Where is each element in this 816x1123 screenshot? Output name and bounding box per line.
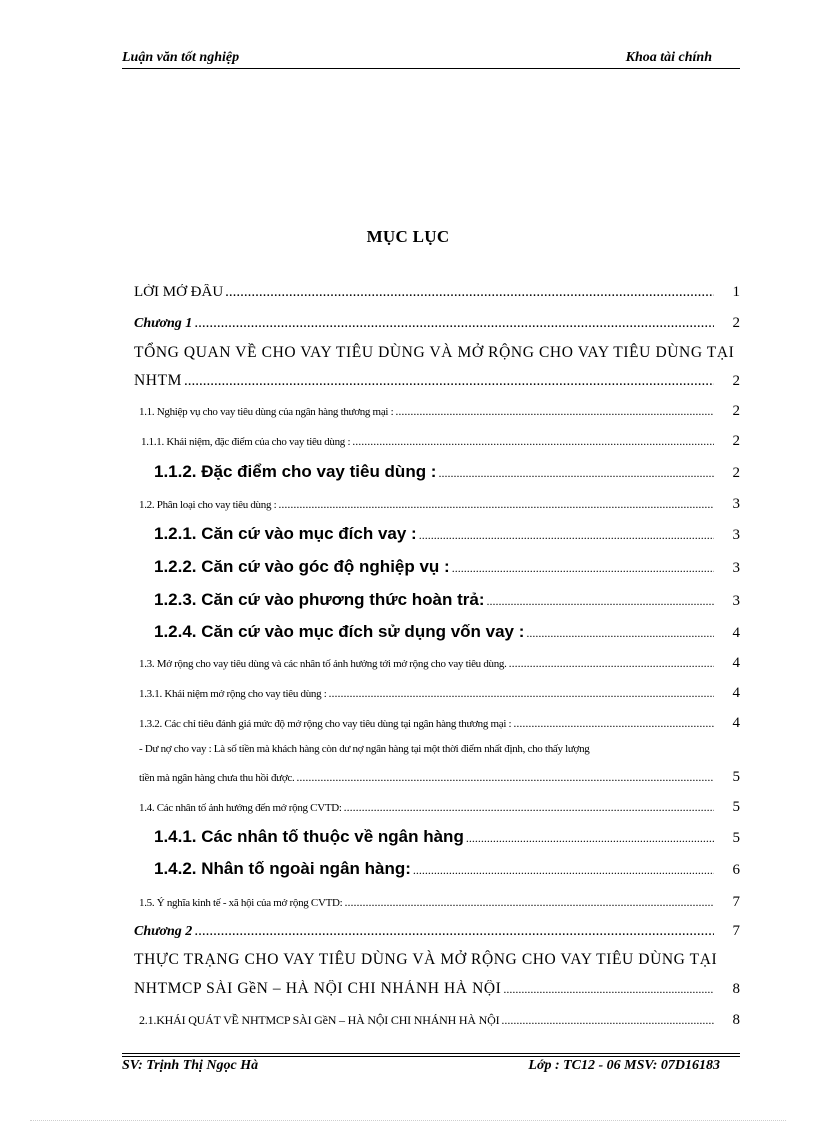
toc-leader (225, 284, 714, 301)
toc-entry-page: 4 (732, 715, 740, 731)
toc-entry-text: 1.1.2. Đặc điểm cho vay tiêu dùng : (154, 462, 437, 481)
footer-rule (122, 1053, 740, 1054)
toc-leader (344, 895, 714, 910)
toc-leader (344, 800, 714, 815)
toc-entry-text[interactable]: - Dư nợ cho vay : Là số tiền mà khách hàng còn dư nợ ngân hàng tại một thời điểm nhất định, cho thấy lượng (139, 743, 590, 755)
toc-entry-page: 2 (732, 373, 740, 389)
toc-leader (509, 656, 714, 671)
toc-leader (419, 528, 714, 543)
toc-entry-text: 1.5. Ý nghĩa kinh tế - xã hội của mở rộng CVTD: (139, 897, 343, 909)
toc-leader (413, 863, 714, 878)
toc-leader (487, 594, 714, 609)
toc-entry[interactable] (154, 622, 740, 642)
toc-entry-page: 5 (732, 830, 740, 846)
toc-entry[interactable] (134, 315, 740, 332)
toc-entry[interactable] (139, 403, 740, 420)
toc-entry[interactable] (134, 980, 740, 998)
toc-entry[interactable] (139, 894, 740, 911)
toc-entry-text: 1.2. Phân loại cho vay tiêu dùng : (139, 499, 277, 511)
toc-entry[interactable] (139, 496, 740, 513)
page-bottom-border (30, 1120, 786, 1121)
toc-leader (438, 466, 714, 481)
toc-title: MỤC LỤC (366, 227, 450, 246)
footer-rule (122, 1056, 740, 1057)
toc-leader (194, 315, 714, 332)
toc-entry-text[interactable]: TỔNG QUAN VỀ CHO VAY TIÊU DÙNG VÀ MỞ RỘNG CHO VAY TIÊU DÙNG TẠI (134, 344, 735, 361)
toc-leader (501, 1013, 714, 1028)
toc-entry-page: 5 (732, 799, 740, 815)
toc-leader (466, 831, 714, 846)
toc-entry-text: LỜI MỞ ĐẦU (134, 284, 224, 300)
toc-entry-page: 1 (732, 284, 740, 300)
header-left: Luận văn tốt nghiệp (122, 50, 240, 65)
toc-entry-page: 6 (732, 862, 740, 878)
page-header (122, 50, 740, 68)
toc-entry[interactable] (134, 284, 740, 301)
toc-entry-text: 1.1.1. Khái niệm, đặc điểm của cho vay tiêu dùng : (141, 436, 351, 448)
toc-entry-text: 1.2.2. Căn cứ vào góc độ nghiệp vụ : (154, 557, 450, 576)
header-rule (122, 68, 740, 69)
toc-entry-text: 1.3. Mở rộng cho vay tiêu dùng và các nhân tố ảnh hưởng tới mở rộng cho vay tiêu dùng. (139, 658, 507, 670)
toc-entry-text: Chương 2 (134, 924, 193, 939)
toc-entry[interactable] (154, 462, 740, 482)
toc-leader (503, 982, 714, 997)
toc-entry-text: 2.1.KHÁI QUÁT VỀ NHTMCP SÀI GềN – HÀ NỘI CHI NHÁNH HÀ NỘI (139, 1013, 500, 1027)
toc-entry-page: 7 (732, 894, 740, 910)
toc-entry-page: 2 (732, 403, 740, 419)
toc-leader (352, 434, 714, 449)
toc-entry-text: 1.2.1. Căn cứ vào mục đích vay : (154, 524, 417, 543)
toc-leader (526, 626, 714, 641)
toc-entry[interactable] (141, 433, 740, 450)
footer-left: SV: Trịnh Thị Ngọc Hà (122, 1058, 259, 1073)
toc-leader (452, 561, 714, 576)
toc-entry[interactable] (139, 715, 740, 732)
toc-entry[interactable] (154, 590, 740, 610)
toc-entry-page: 2 (732, 465, 740, 481)
toc-entry-text: 1.3.2. Các chỉ tiêu đánh giá mức độ mở rộng cho vay tiêu dùng tại ngân hàng thương mại : (139, 718, 512, 730)
header-right: Khoa tài chính (625, 50, 712, 65)
toc-entry[interactable] (154, 859, 740, 879)
toc-entry-text: 1.4.1. Các nhân tố thuộc về ngân hàng (154, 827, 464, 846)
footer-right: Lớp : TC12 - 06 MSV: 07D16183 (528, 1058, 720, 1073)
toc-entry[interactable] (154, 827, 740, 847)
toc-entry-page: 8 (732, 981, 740, 997)
toc-entry-text: 1.3.1. Khái niệm mở rộng cho vay tiêu dùng : (139, 688, 327, 700)
toc-entry-text: 1.2.4. Căn cứ vào mục đích sử dụng vốn vay : (154, 622, 525, 641)
toc-entry-text: 1.2.3. Căn cứ vào phương thức hoàn trả: (154, 590, 485, 609)
toc-entry-page: 2 (732, 315, 740, 331)
toc-entry-text: NHTM (134, 372, 183, 389)
toc-entry-page: 7 (732, 923, 740, 939)
toc-leader (296, 770, 714, 785)
toc-entry[interactable] (134, 372, 740, 390)
toc-entry-page: 2 (732, 433, 740, 449)
toc-entry-text[interactable]: THỰC TRẠNG CHO VAY TIÊU DÙNG VÀ MỞ RỘNG CHO VAY TIÊU DÙNG TẠI (134, 951, 718, 968)
toc-entry-page: 5 (732, 769, 740, 785)
toc-entry-page: 3 (732, 496, 740, 512)
toc-entry-text: 1.4. Các nhân tố ảnh hưởng đến mở rộng CVTD: (139, 802, 342, 814)
toc-leader (194, 923, 714, 940)
toc-entry[interactable] (139, 655, 740, 672)
toc-leader (329, 686, 714, 701)
toc-entry-text: Chương 1 (134, 316, 193, 331)
toc-entry[interactable] (154, 524, 740, 544)
toc-entry[interactable] (134, 923, 740, 940)
toc-entry-text: NHTMCP SÀI GềN – HÀ NỘI CHI NHÁNH HÀ NỘI (134, 980, 502, 997)
toc-entry-text: 1.1. Nghiệp vụ cho vay tiêu dùng của ngân hàng thương mại : (139, 406, 394, 418)
toc-entry[interactable] (139, 1012, 740, 1029)
toc-leader (395, 404, 714, 419)
toc-entry-page: 3 (732, 593, 740, 609)
toc-leader (278, 497, 714, 512)
toc-entry-page: 4 (732, 685, 740, 701)
toc-leader (513, 716, 714, 731)
toc-entry[interactable] (139, 769, 740, 786)
toc-entry-page: 8 (732, 1012, 740, 1028)
toc-entry[interactable] (154, 557, 740, 577)
toc-entry-page: 4 (732, 655, 740, 671)
toc-entry-page: 4 (732, 625, 740, 641)
page-footer (122, 1058, 740, 1076)
toc-entry-page: 3 (732, 527, 740, 543)
toc-leader (184, 373, 714, 390)
toc-entry-page: 3 (732, 560, 740, 576)
toc-entry-text: tiền mà ngân hàng chưa thu hồi được. (139, 772, 295, 784)
toc-entry[interactable] (139, 799, 740, 816)
toc-entry-text: 1.4.2. Nhân tố ngoài ngân hàng: (154, 859, 411, 878)
toc-entry[interactable] (139, 685, 740, 702)
